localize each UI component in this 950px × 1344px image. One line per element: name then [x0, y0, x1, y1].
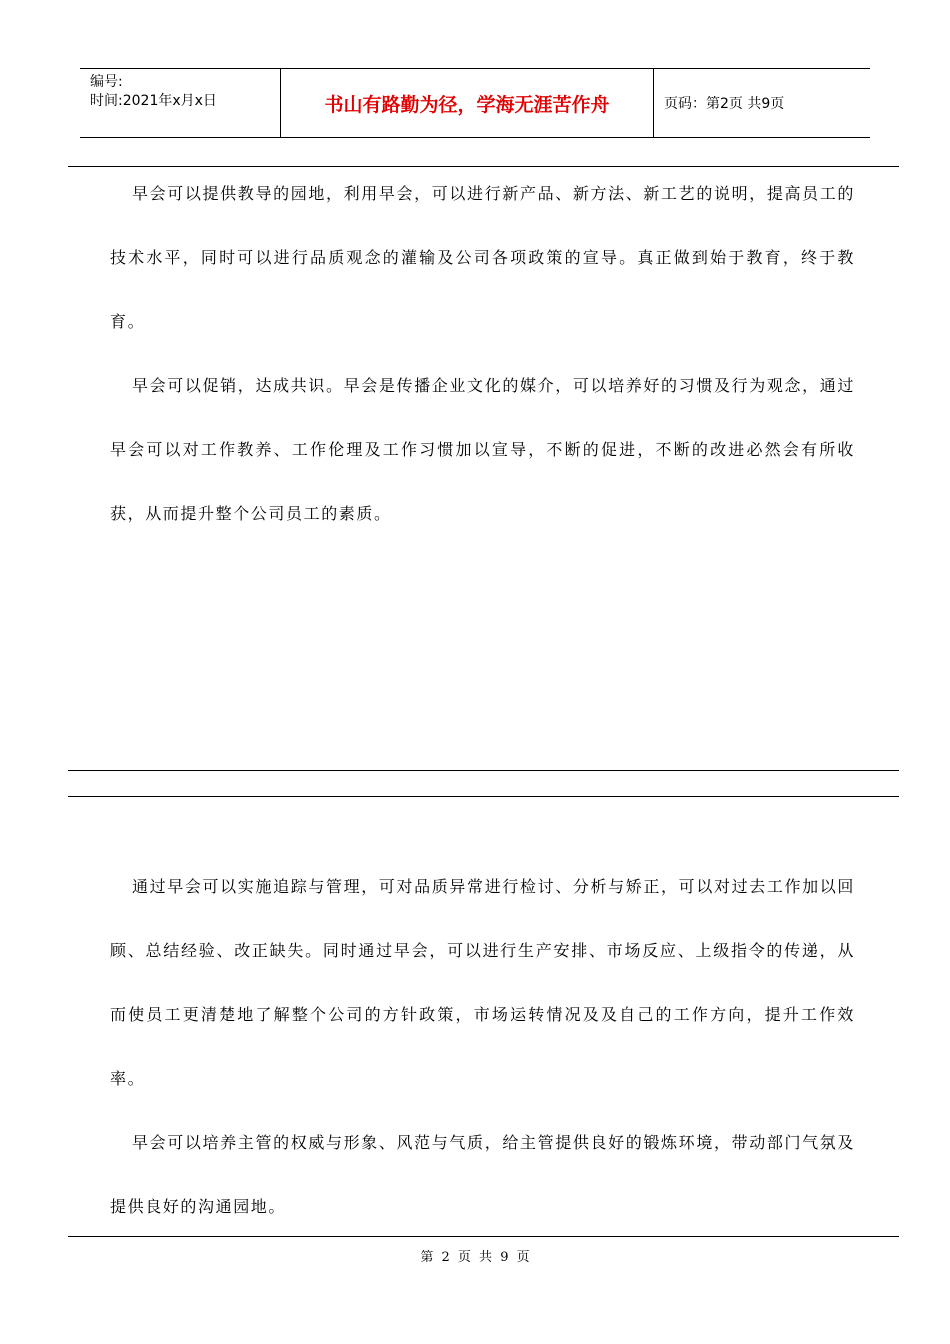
header-page-label: 页码：第2页 共9页: [664, 96, 785, 112]
document-time-label: 时间:2021年x月x日: [90, 93, 217, 109]
header-motto: 书山有路勤为径，学海无涯苦作舟: [281, 69, 654, 137]
paragraph: 早会可以促销，达成共识。早会是传播企业文化的媒介，可以培养好的习惯及行为观念，通过早会可以对工作教养、工作伦理及工作习惯加以宣导，不断的促进，不断的改进必然会有所收获，从而提升整个公司员工的素质。: [110, 376, 855, 523]
footer-divider: [68, 1236, 899, 1237]
paragraph: 通过早会可以实施追踪与管理，可对品质异常进行检讨、分析与矫正，可以对过去工作加以回顾、总结经验、改正缺失。同时通过早会，可以进行生产安排、市场反应、上级指令的传递，从而使员工更清楚地了解整个公司的方针政策，市场运转情况及及自己的工作方向，提升工作效率。: [110, 877, 855, 1088]
section-divider-top: [68, 770, 899, 771]
header-meta-cell: [80, 69, 281, 137]
paragraph: 早会可以提供教导的园地，利用早会，可以进行新产品、新方法、新工艺的说明，提高员工的技术水平，同时可以进行品质观念的灌输及公司各项政策的宣导。真正做到始于教育，终于教育。: [110, 184, 855, 331]
section-divider-bottom: [68, 796, 899, 797]
footer-page-number: 第 2 页 共 9 页: [420, 1250, 530, 1265]
header-table: [80, 68, 870, 138]
document-number-label: 编号:: [90, 74, 123, 90]
paragraph: 早会可以培养主管的权威与形象、风范与气质，给主管提供良好的锻炼环境，带动部门气氛及提供良好的沟通园地。: [110, 1133, 855, 1216]
